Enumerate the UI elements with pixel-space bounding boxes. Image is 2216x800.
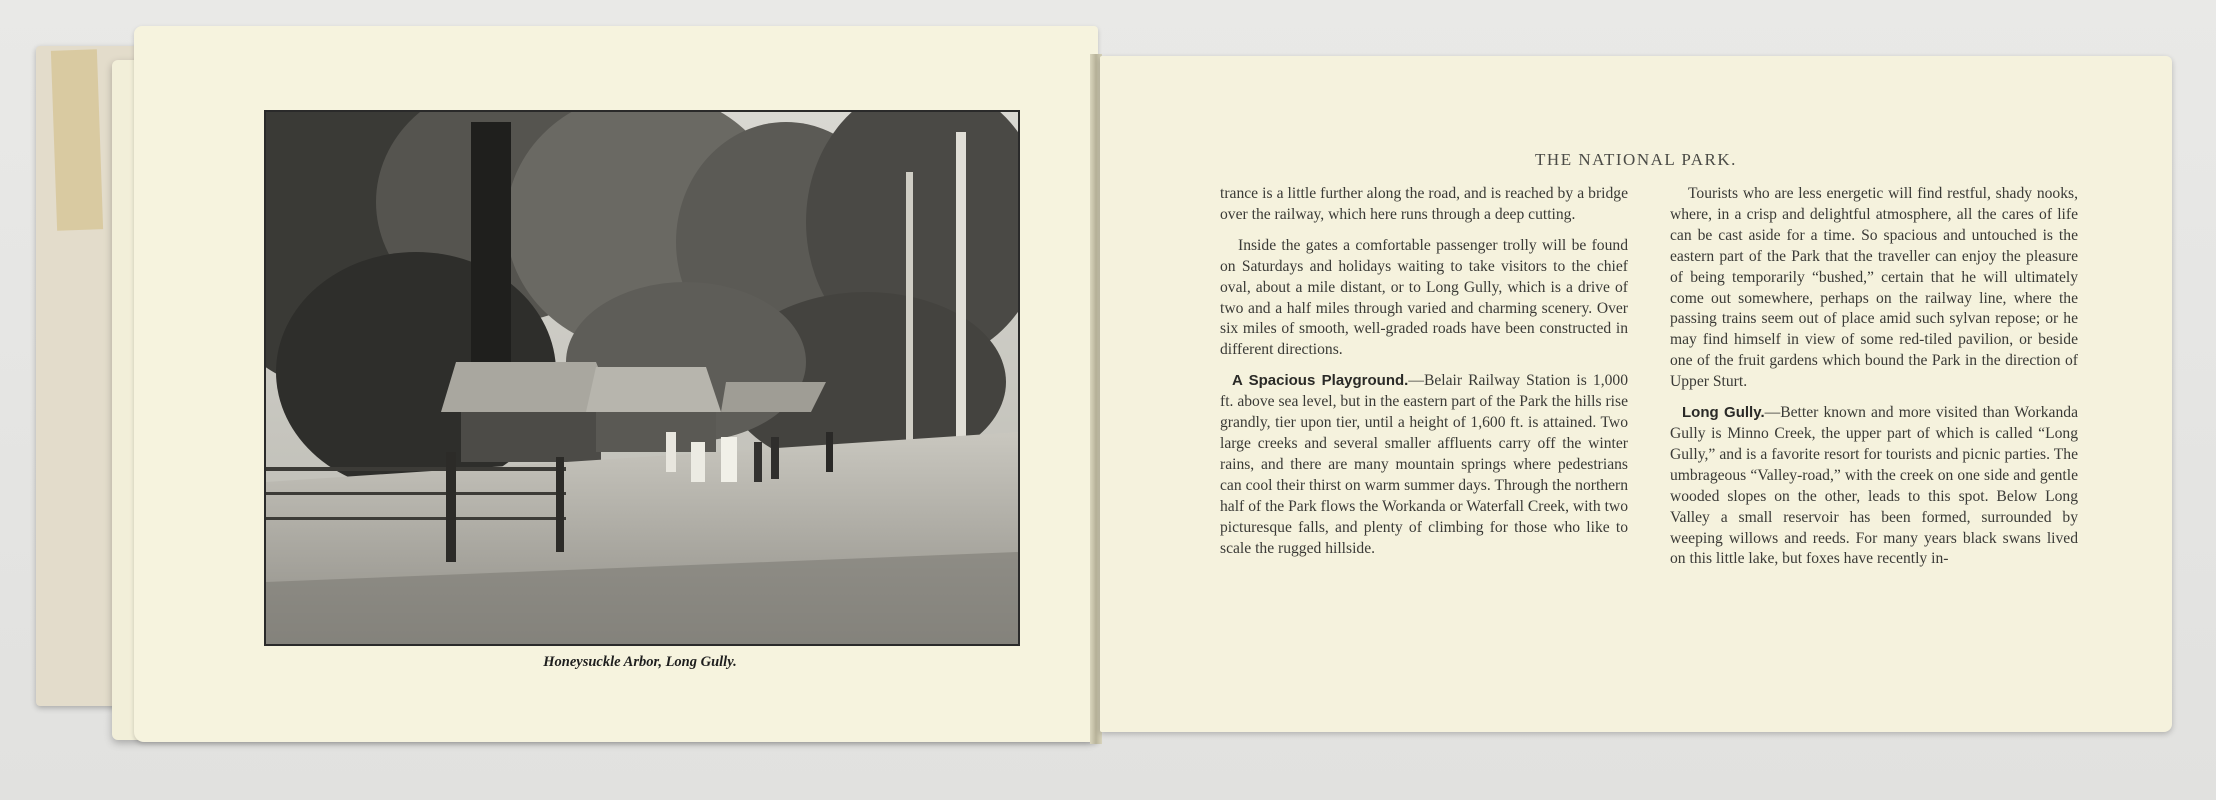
text-column-left [1220,184,1628,569]
paragraph: Inside the gates a comfortable passenger trolly will be found on Saturdays and holidays waiting to take visitors to the chief oval, about a mile distant, or to Long Gully, which is a drive of two and a half miles through varied and charming scenery. Over six miles of smooth, well-graded roads have been constructed in different directions. [1220,236,1628,359]
photo-caption: Honeysuckle Arbor, Long Gully. [543,654,737,670]
section-heading: A Spacious Playground. [1232,372,1409,390]
paragraph [1220,371,1628,559]
paragraph-body: —Better known and more visited than Workanda Gully is Minno Creek, the upper part of which is called “Long Gully,” and is a favorite resort for tourists and picnic parties. The umbrageous “Valley-road,” with the creek on one side and gentle wooded slopes on the other, leads to this spot. Below Long Valley a small reservoir has been formed, surrounded by weeping willows and reeds. For many years black swans lived on this little lake, but foxes have recently in- [1670,404,2078,568]
text-column-right [1670,184,2078,580]
paragraph: Tourists who are less energetic will find restful, shady nooks, where, in a crisp and delightful atmosphere, all the cares of life can be cast aside for a time. So spacious and untouched is the eastern part of the Park that the traveller can enjoy the pleasure of being temporarily “bushed,” certain that he will ultimately come out somewhere, perhaps on the railway line, where the passing trains seem out of place amid such sylvan repose; or he may find himself in view of some red-tiled pavilion, or beside one of the fruit gardens which bound the Park in the direction of Upper Sturt. [1670,185,2078,391]
running-head: THE NATIONAL PARK. [1535,150,1737,169]
photograph-illustration [264,110,1020,646]
paragraph: trance is a little further along the road, and is reached by a bridge over the railway, which here runs through a deep cutting. [1220,185,1628,223]
section-heading: Long Gully. [1682,404,1765,422]
paragraph-body: —Belair Railway Station is 1,000 ft. above sea level, but in the eastern part of the Park the hills rise grandly, tier upon tier, until a height of 1,600 ft. is attained. Two large creeks and several smaller affluents carry off the winter rains, and there are many mountain springs where pedestrians can cool their thirst on warm summer days. Through the northern half of the Park flows the Workanda or Waterfall Creek, with two picturesque falls, and plenty of climbing for those who like to scale the rugged hillside. [1220,372,1628,557]
paragraph [1670,403,2078,570]
tape-strip [51,49,103,230]
